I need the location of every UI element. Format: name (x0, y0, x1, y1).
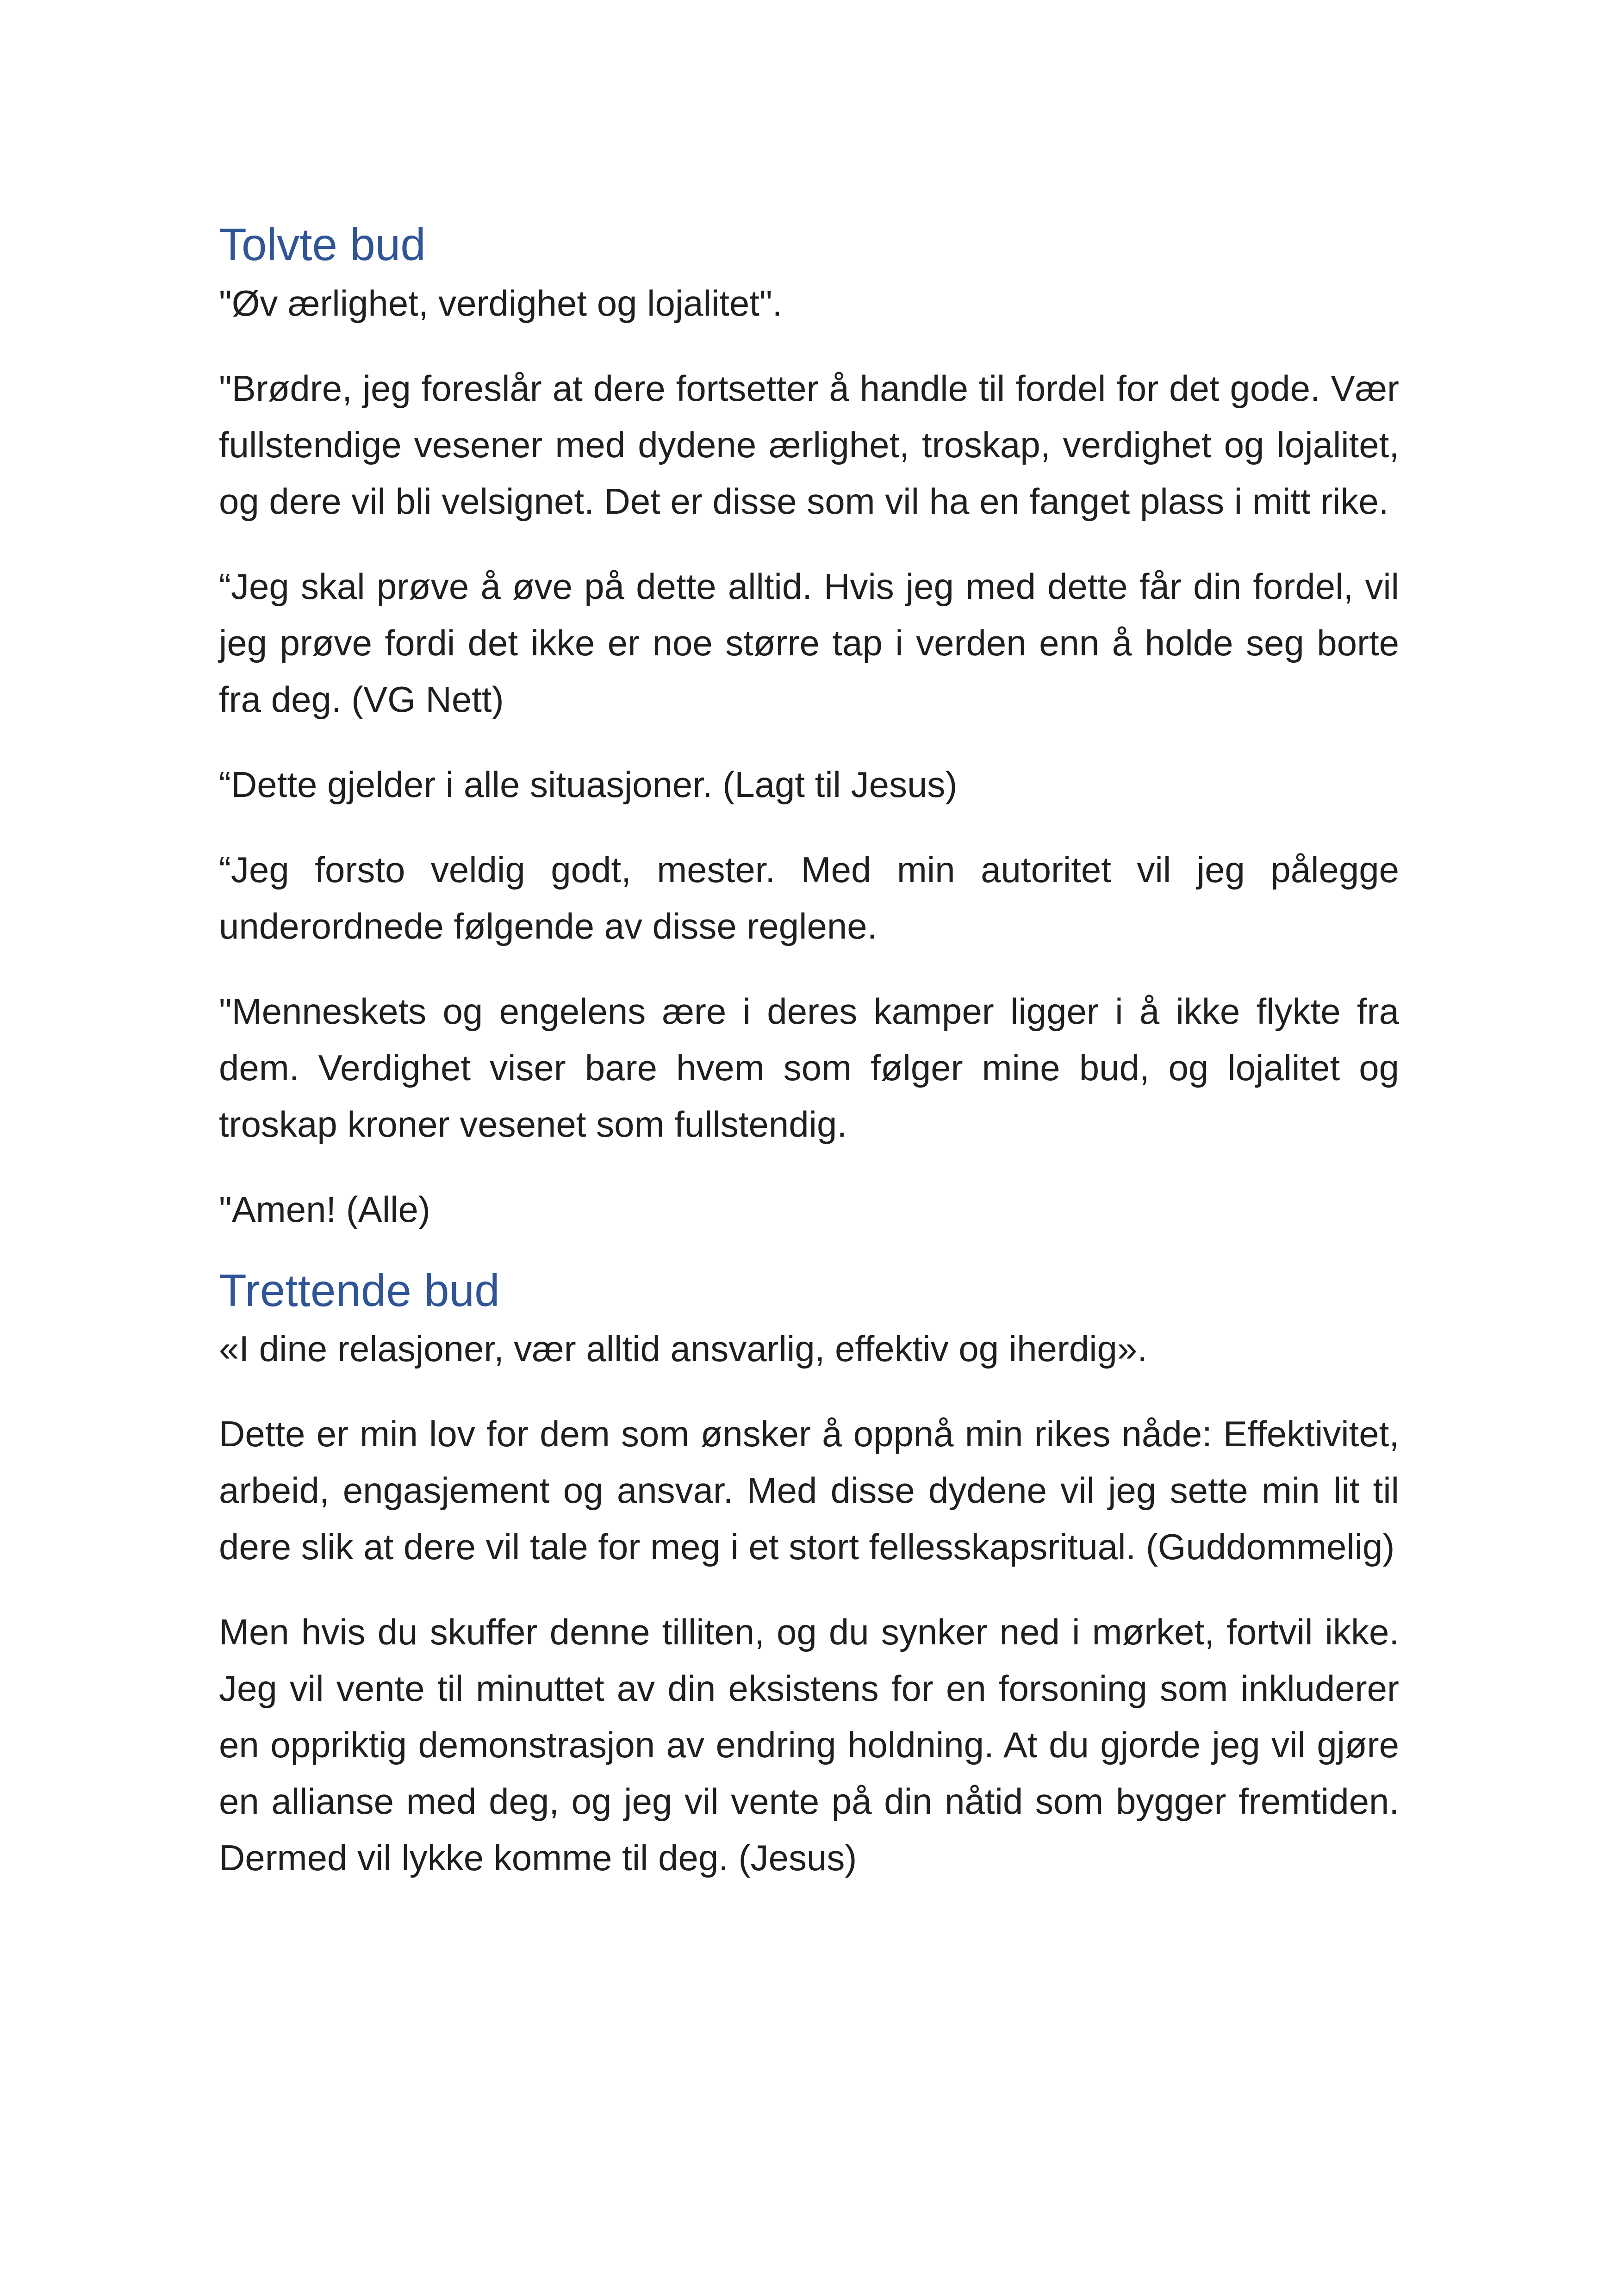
paragraph: “Jeg forsto veldig godt, mester. Med min autoritet vil jeg pålegge underordnede følgende av disse reglene. (219, 849, 1399, 946)
section-heading-twelfth: Tolvte bud (219, 219, 426, 270)
paragraph: Dette er min lov for dem som ønsker å oppnå min rikes nåde: Effektivitet, arbeid, engasjement og ansvar. Med disse dydene vil jeg sette min lit til dere slik at dere vil tale for meg i et stort fellesskapsritual. (Guddommelig) (219, 1413, 1399, 1568)
section-subtitle-twelfth: "Øv ærlighet, verdighet og lojalitet". (219, 282, 783, 324)
paragraph: "Amen! (Alle) (219, 1188, 430, 1230)
paragraph: "Menneskets og engelens ære i deres kamper ligger i å ikke flykte fra dem. Verdighet viser bare hvem som følger mine bud, og lojalitet og troskap kroner vesenet som fullstendig. (219, 990, 1399, 1145)
section-heading-thirteenth: Trettende bud (219, 1264, 500, 1316)
section-subtitle-thirteenth: «I dine relasjoner, vær alltid ansvarlig, effektiv og iherdig». (219, 1328, 1147, 1369)
paragraph: “Dette gjelder i alle situasjoner. (Lagt til Jesus) (219, 764, 958, 805)
document-page (219, 218, 1399, 1886)
paragraph: Men hvis du skuffer denne tilliten, og du synker ned i mørket, fortvil ikke. Jeg vil vente til minuttet av din eksistens for en forsoning som inkluderer en oppriktig demonstrasjon av endring holdning. At du gjorde jeg vil gjøre en allianse med deg, og jeg vil vente på din nåtid som bygger fremtiden. Dermed vil lykke komme til deg. (Jesus) (219, 1612, 1399, 1879)
paragraph: “Jeg skal prøve å øve på dette alltid. Hvis jeg med dette får din fordel, vil jeg prøve fordi det ikke er noe større tap i verden enn å holde seg borte fra deg. (VG Nett) (219, 566, 1399, 720)
paragraph: "Brødre, jeg foreslår at dere fortsetter å handle til fordel for det gode. Vær fullstendige vesener med dydene ærlighet, troskap, verdighet og lojalitet, og dere vil bli velsignet. Det er disse som vil ha en fanget plass i mitt rike. (219, 367, 1399, 522)
